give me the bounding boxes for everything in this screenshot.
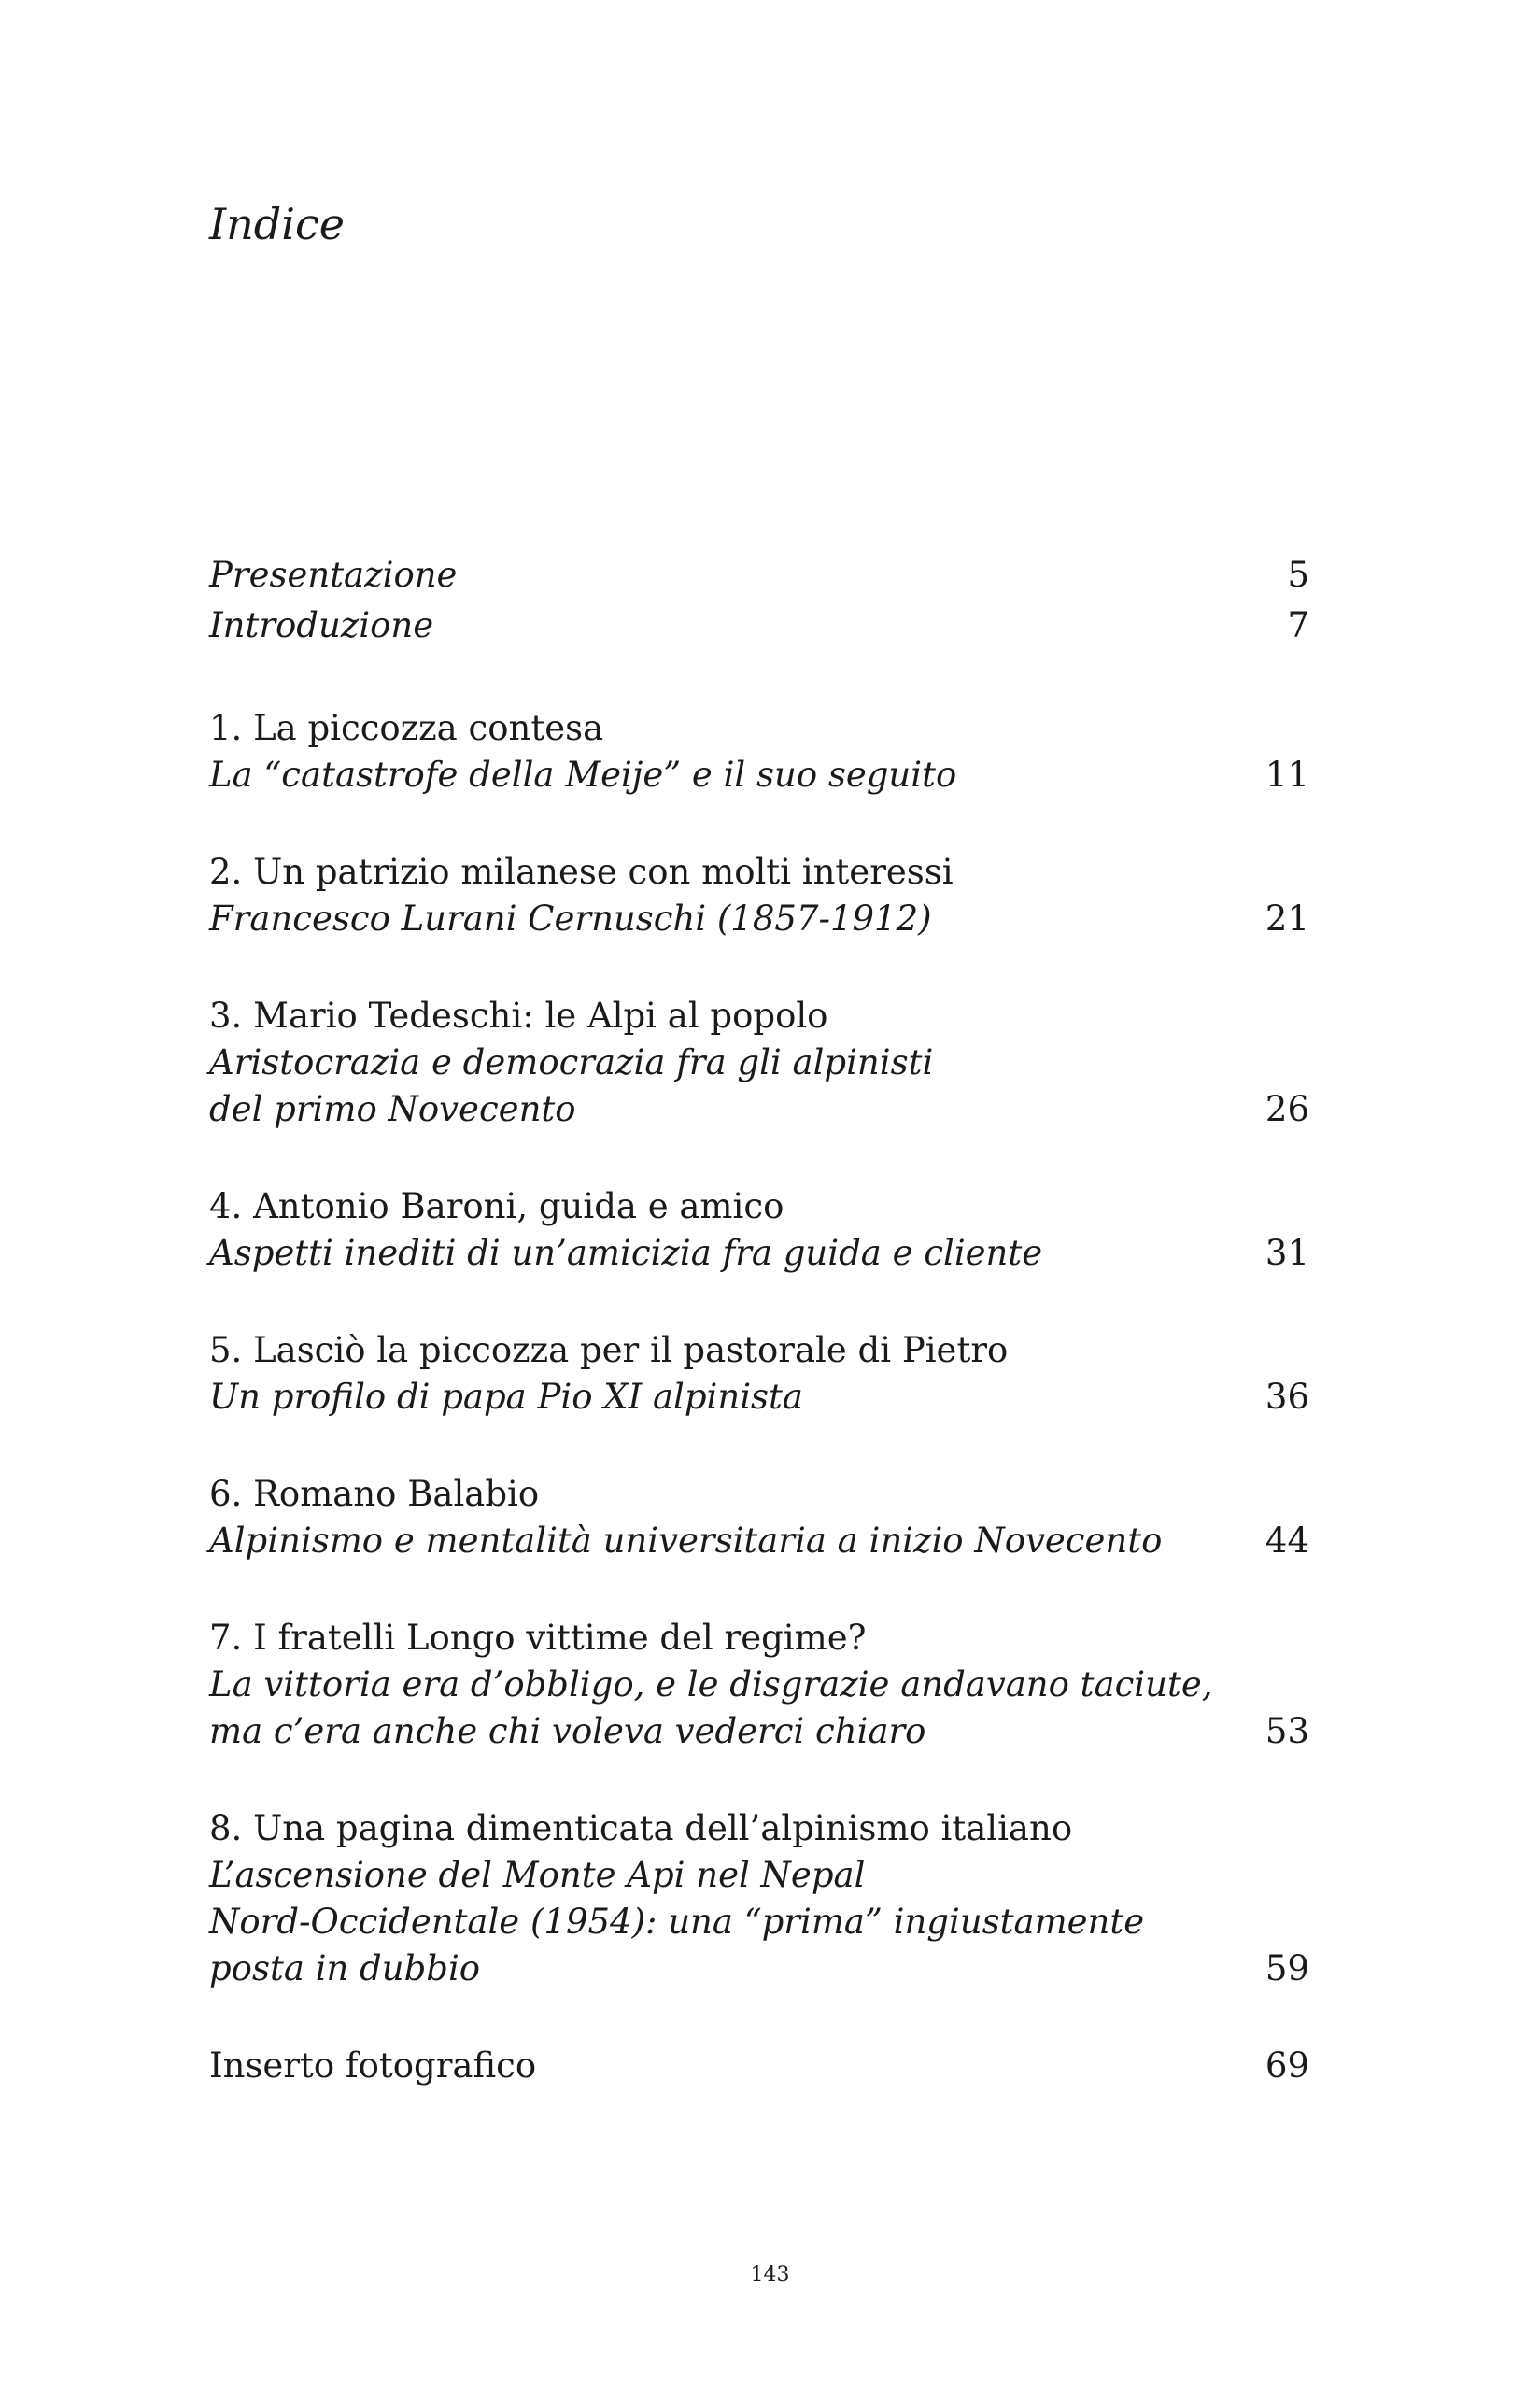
chapter-subtitle: L’ascensione del Monte Api nel Nepal [209, 1855, 866, 1895]
chapter-subtitle: ma c’era anche chi voleva vederci chiaro [209, 1711, 926, 1751]
chapter-subtitle: Alpinismo e mentalità universitaria a inizio Novecento [209, 1521, 1163, 1561]
toc-page-number: 36 [1264, 1377, 1309, 1417]
toc-entry-title: Presentazione [209, 555, 458, 595]
chapter-subtitle: Aristocrazia e democrazia fra gli alpinisti [209, 1042, 934, 1082]
toc-chapter-3-subtitle-line-1 [209, 1039, 1309, 1087]
chapter-subtitle: del primo Novecento [209, 1089, 576, 1129]
chapter-subtitle: La “catastrofe della Meije” e il suo seguito [209, 755, 957, 795]
toc-chapter-8-subtitle-line-3 [209, 1945, 1309, 1993]
toc-chapter-1-subtitle [209, 751, 1309, 799]
toc-chapter-5-subtitle [209, 1373, 1309, 1422]
toc-chapter-3-heading [209, 992, 1309, 1040]
toc-chapter-6-heading [209, 1470, 1309, 1519]
chapter-subtitle: posta in dubbio [209, 1948, 481, 1988]
toc-page-number: 53 [1264, 1711, 1309, 1751]
chapter-heading: 6. Romano Balabio [209, 1474, 540, 1514]
chapter-heading: 1. La piccozza contesa [209, 708, 604, 748]
toc-chapter-3-subtitle-line-2 [209, 1085, 1309, 1134]
toc-page-number: 59 [1264, 1948, 1309, 1988]
toc-page-number: 21 [1264, 898, 1309, 939]
page-title: Indice [209, 199, 345, 249]
toc-chapter-8-subtitle-line-1 [209, 1851, 1309, 1900]
table-of-contents [209, 0, 1309, 2391]
chapter-subtitle: Un profilo di papa Pio XI alpinista [209, 1377, 803, 1417]
chapter-subtitle: La vittoria era d’obbligo, e le disgrazie andavano taciute, [209, 1664, 1213, 1705]
toc-page-number: 11 [1264, 755, 1309, 795]
chapter-subtitle: Francesco Lurani Cernuschi (1857-1912) [209, 898, 932, 939]
toc-page-number: 5 [1287, 555, 1309, 595]
page-number-folio: 143 [750, 2263, 790, 2286]
toc-page-number: 69 [1264, 2045, 1309, 2086]
toc-page-number: 44 [1264, 1521, 1309, 1561]
toc-chapter-7-subtitle-line-2 [209, 1707, 1309, 1756]
toc-chapter-1-heading [209, 704, 1309, 753]
chapter-heading: 3. Mario Tedeschi: le Alpi al popolo [209, 996, 828, 1036]
toc-chapter-4-heading [209, 1182, 1309, 1231]
toc-chapter-5-heading [209, 1326, 1309, 1375]
toc-entry-introduzione [209, 601, 1309, 650]
chapter-subtitle: Nord-Occidentale (1954): una “prima” ingiustamente [209, 1902, 1145, 1942]
toc-chapter-8-subtitle-line-2 [209, 1898, 1309, 1946]
toc-page-number: 26 [1264, 1089, 1309, 1129]
toc-chapter-8-heading [209, 1804, 1309, 1853]
toc-chapter-4-subtitle [209, 1229, 1309, 1278]
chapter-subtitle: Aspetti inediti di un’amicizia fra guida e cliente [209, 1233, 1043, 1273]
toc-page-number: 31 [1264, 1233, 1309, 1273]
toc-entry-title: Inserto fotografico [209, 2045, 537, 2086]
toc-chapter-2-subtitle [209, 895, 1309, 943]
toc-chapter-7-subtitle-line-1 [209, 1661, 1309, 1709]
chapter-heading: 2. Un patrizio milanese con molti interessi [209, 852, 954, 892]
toc-chapter-6-subtitle [209, 1517, 1309, 1565]
chapter-heading: 8. Una pagina dimenticata dell’alpinismo italiano [209, 1808, 1073, 1848]
toc-entry-title: Introduzione [209, 605, 434, 645]
toc-chapter-7-heading [209, 1614, 1309, 1662]
toc-entry-presentazione [209, 551, 1309, 600]
chapter-heading: 4. Antonio Baroni, guida e amico [209, 1186, 784, 1226]
chapter-heading: 7. I fratelli Longo vittime del regime? [209, 1618, 867, 1658]
chapter-heading: 5. Lasciò la piccozza per il pastorale di Pietro [209, 1330, 1009, 1370]
toc-entry-inserto-fotografico [209, 2042, 1309, 2090]
toc-chapter-2-heading [209, 848, 1309, 897]
toc-page-number: 7 [1287, 605, 1309, 645]
